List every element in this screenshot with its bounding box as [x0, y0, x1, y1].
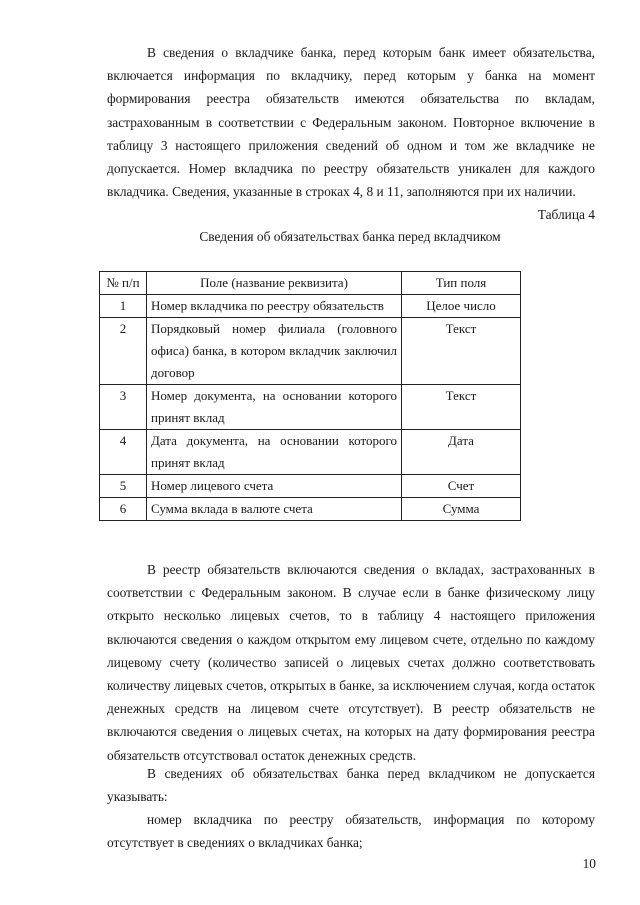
row-field: Дата документа, на основании которого принят вклад	[147, 430, 402, 475]
row-field: Номер лицевого счета	[147, 475, 402, 498]
table-row	[100, 318, 521, 385]
row-type: Дата	[402, 430, 521, 475]
row-type: Текст	[402, 318, 521, 385]
header-num: № п/п	[100, 272, 147, 295]
requisites-table	[99, 271, 521, 521]
row-num: 2	[100, 318, 147, 385]
table-label: Таблица 4	[537, 207, 595, 222]
row-num: 1	[100, 295, 147, 318]
row-num: 6	[100, 498, 147, 521]
table-row	[100, 498, 521, 521]
header-field: Поле (название реквизита)	[147, 272, 402, 295]
row-num: 5	[100, 475, 147, 498]
paragraph-not-allowed: В сведениях об обязательствах банка перед вкладчиком не допускается указывать:	[107, 766, 595, 805]
paragraph-depositor-info: В сведения о вкладчике банка, перед которым банк имеет обязательства, включается информация по вкладчику, перед которым у банка на момент формирования реестра обязательств имеются обязательства по вкладам, застрахованным в соответствии с Федеральным законом. Повторное включение в таблицу 3 настоящего приложения сведений об одном и том же вкладчике не допускается. Номер вкладчика по реестру обязательств уникален для каждого вкладчика. Сведения, указанные в строках 4, 8 и 11, заполняются при их наличии.	[107, 45, 595, 200]
row-num: 3	[100, 385, 147, 430]
table-row	[100, 385, 521, 430]
table-header-row	[100, 272, 521, 295]
table-row	[100, 295, 521, 318]
row-type: Счет	[402, 475, 521, 498]
row-field: Номер документа, на основании которого принят вклад	[147, 385, 402, 430]
row-type: Сумма	[402, 498, 521, 521]
table-title: Сведения об обязательствах банка перед вкладчиком	[199, 229, 501, 244]
header-type: Тип поля	[402, 272, 521, 295]
row-field: Номер вкладчика по реестру обязательств	[147, 295, 402, 318]
page-number: 10	[582, 856, 596, 871]
row-num: 4	[100, 430, 147, 475]
row-type: Целое число	[402, 295, 521, 318]
table-row	[100, 475, 521, 498]
row-field: Порядковый номер филиала (головного офиса) банка, в котором вкладчик заключил договор	[147, 318, 402, 385]
paragraph-registry-accounts: В реестр обязательств включаются сведения о вкладах, застрахованных в соответствии с Федеральным законом. В случае если в банке физическому лицу открыто несколько лицевых счетов, то в таблицу 4 настоящего приложения включаются сведения о каждом открытом ему лицевом счете, отдельно по каждому лицевому счету (количество записей о лицевых счетах должно соответствовать количеству лицевых счетов, открытых в банке, за исключением случая, когда остаток денежных средств на лицевом счете отсутствует). В реестр обязательств не включаются сведения о лицевых счетах, на которых на дату формирования реестра обязательств отсутствовал остаток денежных средств.	[107, 562, 595, 763]
table-row	[100, 430, 521, 475]
row-type: Текст	[402, 385, 521, 430]
paragraph-list-item: номер вкладчика по реестру обязательств, информация по которому отсутствует в сведениях о вкладчиках банка;	[107, 812, 595, 851]
row-field: Сумма вклада в валюте счета	[147, 498, 402, 521]
